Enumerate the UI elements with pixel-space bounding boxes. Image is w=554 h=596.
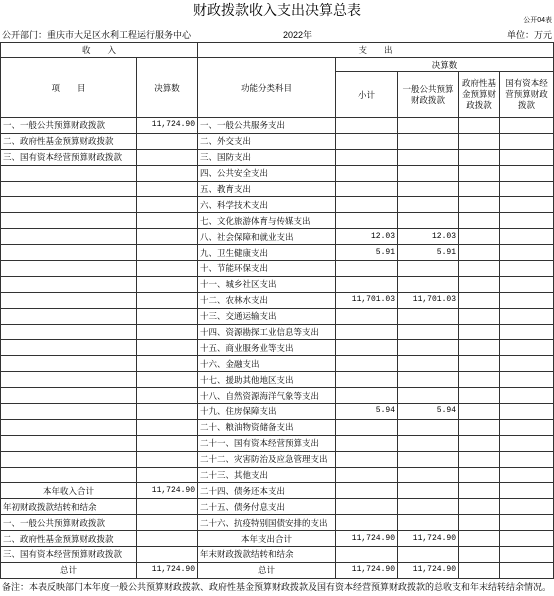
table-header xyxy=(0,42,554,118)
gov-fund-cell xyxy=(459,404,500,420)
income-amount-cell xyxy=(137,356,198,372)
state-capital-cell xyxy=(500,150,554,166)
general-budget-cell xyxy=(398,166,459,182)
subtotal-cell xyxy=(336,182,398,198)
expense-item-cell: 二十四、债务还本支出 xyxy=(198,483,336,499)
footer-note: 备注：本表反映部门本年度一般公共预算财政拨款、政府性基金预算财政拨款及国有资本经营预算财政拨款的总收支和年末结转结余情况。 xyxy=(2,582,552,592)
page-title: 财政拨款收入支出决算总表 xyxy=(193,2,361,18)
expense-item-cell: 六、科学技术支出 xyxy=(198,197,336,213)
expense-item-cell: 十一、城乡社区支出 xyxy=(198,277,336,293)
subtotal-cell: 5.94 xyxy=(336,404,398,420)
expense-item-cell: 十、节能环保支出 xyxy=(198,261,336,277)
general-budget-cell xyxy=(398,388,459,404)
income-item-cell xyxy=(1,356,137,372)
expense-item-cell: 二十三、其他支出 xyxy=(198,468,336,484)
general-budget-cell xyxy=(398,213,459,229)
subtotal-cell xyxy=(336,547,398,563)
gov-fund-cell xyxy=(459,515,500,531)
state-capital-cell xyxy=(500,563,554,579)
income-amount-cell xyxy=(137,436,198,452)
gov-fund-cell xyxy=(459,182,500,198)
state-capital-cell xyxy=(500,213,554,229)
expense-item-cell: 总计 xyxy=(198,563,336,579)
subtotal-cell xyxy=(336,340,398,356)
state-capital-cell xyxy=(500,531,554,547)
state-capital-cell xyxy=(500,483,554,499)
final-amount-header: 决算数 xyxy=(336,58,554,72)
subtotal-cell xyxy=(336,436,398,452)
subtotal-cell xyxy=(336,134,398,150)
general-budget-cell xyxy=(398,261,459,277)
subtotal-cell xyxy=(336,213,398,229)
year-label: 2022年 xyxy=(283,30,313,40)
income-amount-cell xyxy=(137,166,198,182)
unit-label: 单位：万元 xyxy=(506,30,552,40)
gov-fund-cell xyxy=(459,452,500,468)
expense-item-cell: 年末财政拨款结转和结余 xyxy=(198,547,336,563)
subtotal-cell xyxy=(336,309,398,325)
state-capital-cell xyxy=(500,372,554,388)
expense-item-cell: 二、外交支出 xyxy=(198,134,336,150)
income-amount-cell xyxy=(137,420,198,436)
state-capital-cell xyxy=(500,118,554,134)
expense-item-cell: 二十、粮油物资储备支出 xyxy=(198,420,336,436)
info-line xyxy=(0,29,554,41)
general-budget-cell xyxy=(398,499,459,515)
expense-item-cell: 二十六、抗疫特别国债安排的支出 xyxy=(198,515,336,531)
expense-item-cell: 四、公共安全支出 xyxy=(198,166,336,182)
state-capital-cell xyxy=(500,325,554,341)
income-item-cell xyxy=(1,420,137,436)
gov-fund-cell xyxy=(459,420,500,436)
expense-item-cell: 二十五、债务付息支出 xyxy=(198,499,336,515)
general-budget-cell: 11,724.90 xyxy=(398,531,459,547)
gov-fund-cell xyxy=(459,499,500,515)
general-budget-cell xyxy=(398,452,459,468)
income-item-cell xyxy=(1,229,137,245)
subtotal-cell xyxy=(336,150,398,166)
income-amount-cell xyxy=(137,452,198,468)
income-item-cell: 二、政府性基金预算财政拨款 xyxy=(1,531,137,547)
expense-item-cell: 本年支出合计 xyxy=(198,531,336,547)
gov-fund-cell xyxy=(459,547,500,563)
income-amount-cell xyxy=(137,293,198,309)
income-amount-cell xyxy=(137,277,198,293)
income-item-cell xyxy=(1,182,137,198)
expense-item-cell: 十八、自然资源海洋气象等支出 xyxy=(198,388,336,404)
general-budget-cell xyxy=(398,325,459,341)
expense-item-cell: 十四、资源勘探工业信息等支出 xyxy=(198,325,336,341)
expense-item-cell: 二十一、国有资本经营预算支出 xyxy=(198,436,336,452)
expenditure-header: 支 出 xyxy=(198,43,554,58)
subtotal-cell xyxy=(336,277,398,293)
gov-fund-cell xyxy=(459,118,500,134)
gov-fund-cell xyxy=(459,166,500,182)
income-amount-cell: 11,724.90 xyxy=(137,563,198,579)
state-capital-cell xyxy=(500,515,554,531)
expense-item-cell: 十七、援助其他地区支出 xyxy=(198,372,336,388)
state-capital-cell xyxy=(500,356,554,372)
general-budget-cell xyxy=(398,134,459,150)
gov-fund-cell xyxy=(459,245,500,261)
income-item-cell xyxy=(1,436,137,452)
gov-fund-cell xyxy=(459,277,500,293)
state-capital-cell xyxy=(500,468,554,484)
income-item-cell xyxy=(1,325,137,341)
subtotal-cell xyxy=(336,372,398,388)
subtotal-cell xyxy=(336,452,398,468)
state-capital-header: 国有资本经营预算财政拨款 xyxy=(500,72,554,118)
gov-fund-cell xyxy=(459,372,500,388)
income-amount-cell xyxy=(137,309,198,325)
department-label: 公开部门：重庆市大足区水利工程运行服务中心 xyxy=(2,30,192,40)
state-capital-cell xyxy=(500,261,554,277)
gov-fund-cell xyxy=(459,134,500,150)
expense-item-cell: 三、国防支出 xyxy=(198,150,336,166)
income-item-cell: 三、国有资本经营预算财政拨款 xyxy=(1,150,137,166)
income-amount-cell: 11,724.90 xyxy=(137,118,198,134)
state-capital-cell xyxy=(500,277,554,293)
income-item-cell: 一、一般公共预算财政拨款 xyxy=(1,515,137,531)
expense-item-cell: 十二、农林水支出 xyxy=(198,293,336,309)
income-item-cell xyxy=(1,388,137,404)
gov-fund-cell xyxy=(459,309,500,325)
gov-fund-cell xyxy=(459,483,500,499)
general-budget-cell xyxy=(398,197,459,213)
state-capital-cell xyxy=(500,197,554,213)
income-amount-cell xyxy=(137,197,198,213)
general-budget-cell xyxy=(398,309,459,325)
income-amount-cell xyxy=(137,340,198,356)
subtotal-cell xyxy=(336,388,398,404)
general-budget-cell xyxy=(398,150,459,166)
state-capital-cell xyxy=(500,166,554,182)
income-amount-cell xyxy=(137,547,198,563)
gov-fund-cell xyxy=(459,531,500,547)
subtotal-cell xyxy=(336,468,398,484)
expense-item-cell: 十五、商业服务业等支出 xyxy=(198,340,336,356)
income-item-cell xyxy=(1,197,137,213)
subtotal-cell xyxy=(336,118,398,134)
income-amount-cell xyxy=(137,404,198,420)
gov-fund-cell xyxy=(459,325,500,341)
income-item-cell xyxy=(1,340,137,356)
income-item-cell xyxy=(1,166,137,182)
general-budget-cell xyxy=(398,340,459,356)
expense-item-cell: 二十二、灾害防治及应急管理支出 xyxy=(198,452,336,468)
state-capital-cell xyxy=(500,134,554,150)
expense-item-cell: 一、一般公共服务支出 xyxy=(198,118,336,134)
subtotal-cell xyxy=(336,261,398,277)
general-budget-cell xyxy=(398,468,459,484)
function-category-header: 功能分类科目 xyxy=(198,58,336,118)
general-budget-cell xyxy=(398,182,459,198)
form-code: 公开04表 xyxy=(523,17,552,24)
general-budget-cell xyxy=(398,547,459,563)
general-budget-cell: 12.03 xyxy=(398,229,459,245)
state-capital-cell xyxy=(500,388,554,404)
state-capital-cell xyxy=(500,229,554,245)
state-capital-cell xyxy=(500,309,554,325)
gov-fund-cell xyxy=(459,197,500,213)
state-capital-cell xyxy=(500,452,554,468)
subtotal-cell: 11,724.90 xyxy=(336,531,398,547)
income-amount-header: 决算数 xyxy=(137,58,198,118)
expense-item-cell: 五、教育支出 xyxy=(198,182,336,198)
income-amount-cell: 11,724.90 xyxy=(137,483,198,499)
gov-fund-header: 政府性基金预算财政拨款 xyxy=(459,72,500,118)
general-budget-cell xyxy=(398,118,459,134)
state-capital-cell xyxy=(500,547,554,563)
general-budget-cell: 5.94 xyxy=(398,404,459,420)
general-budget-cell xyxy=(398,483,459,499)
income-item-cell xyxy=(1,245,137,261)
subtotal-cell xyxy=(336,499,398,515)
income-amount-cell xyxy=(137,261,198,277)
state-capital-cell xyxy=(500,436,554,452)
income-amount-cell xyxy=(137,213,198,229)
income-item-cell xyxy=(1,372,137,388)
income-item-cell: 年初财政拨款结转和结余 xyxy=(1,499,137,515)
income-item-cell xyxy=(1,452,137,468)
income-amount-cell xyxy=(137,388,198,404)
expense-item-cell: 十六、金融支出 xyxy=(198,356,336,372)
gov-fund-cell xyxy=(459,150,500,166)
general-budget-header: 一般公共预算财政拨款 xyxy=(398,72,459,118)
expense-item-cell: 十三、交通运输支出 xyxy=(198,309,336,325)
income-item-cell xyxy=(1,293,137,309)
subtotal-header: 小计 xyxy=(336,72,398,118)
subtotal-cell xyxy=(336,166,398,182)
income-item-cell xyxy=(1,277,137,293)
income-amount-cell xyxy=(137,372,198,388)
gov-fund-cell xyxy=(459,356,500,372)
subtotal-cell xyxy=(336,197,398,213)
table-body xyxy=(0,118,554,579)
income-amount-cell xyxy=(137,150,198,166)
expense-item-cell: 七、文化旅游体育与传媒支出 xyxy=(198,213,336,229)
subtotal-cell: 12.03 xyxy=(336,229,398,245)
gov-fund-cell xyxy=(459,229,500,245)
gov-fund-cell xyxy=(459,436,500,452)
income-item-cell: 总计 xyxy=(1,563,137,579)
income-amount-cell xyxy=(137,134,198,150)
state-capital-cell xyxy=(500,293,554,309)
income-item-cell xyxy=(1,213,137,229)
income-item-cell: 二、政府性基金预算财政拨款 xyxy=(1,134,137,150)
expense-item-cell: 十九、住房保障支出 xyxy=(198,404,336,420)
state-capital-cell xyxy=(500,182,554,198)
gov-fund-cell xyxy=(459,563,500,579)
state-capital-cell xyxy=(500,420,554,436)
subtotal-cell: 11,701.03 xyxy=(336,293,398,309)
income-item-cell xyxy=(1,404,137,420)
income-amount-cell xyxy=(137,325,198,341)
income-amount-cell xyxy=(137,468,198,484)
gov-fund-cell xyxy=(459,261,500,277)
income-item-cell xyxy=(1,309,137,325)
gov-fund-cell xyxy=(459,213,500,229)
state-capital-cell xyxy=(500,340,554,356)
general-budget-cell xyxy=(398,356,459,372)
gov-fund-cell xyxy=(459,293,500,309)
general-budget-cell xyxy=(398,277,459,293)
income-item-cell: 一、一般公共预算财政拨款 xyxy=(1,118,137,134)
income-amount-cell xyxy=(137,531,198,547)
income-item-cell xyxy=(1,261,137,277)
income-header: 收 入 xyxy=(1,43,198,58)
subtotal-cell xyxy=(336,515,398,531)
expense-item-cell: 八、社会保障和就业支出 xyxy=(198,229,336,245)
general-budget-cell xyxy=(398,420,459,436)
state-capital-cell xyxy=(500,245,554,261)
item-header: 项 目 xyxy=(1,58,137,118)
subtotal-cell: 11,724.90 xyxy=(336,563,398,579)
gov-fund-cell xyxy=(459,468,500,484)
subtotal-cell xyxy=(336,356,398,372)
gov-fund-cell xyxy=(459,388,500,404)
subtotal-cell xyxy=(336,483,398,499)
expense-item-cell: 九、卫生健康支出 xyxy=(198,245,336,261)
general-budget-cell xyxy=(398,372,459,388)
income-amount-cell xyxy=(137,499,198,515)
income-amount-cell xyxy=(137,515,198,531)
income-amount-cell xyxy=(137,245,198,261)
gov-fund-cell xyxy=(459,340,500,356)
general-budget-cell: 11,701.03 xyxy=(398,293,459,309)
state-capital-cell xyxy=(500,404,554,420)
income-item-cell: 本年收入合计 xyxy=(1,483,137,499)
income-item-cell: 三、国有资本经营预算财政拨款 xyxy=(1,547,137,563)
subtotal-cell xyxy=(336,325,398,341)
general-budget-cell: 5.91 xyxy=(398,245,459,261)
state-capital-cell xyxy=(500,499,554,515)
general-budget-cell xyxy=(398,436,459,452)
income-amount-cell xyxy=(137,229,198,245)
general-budget-cell: 11,724.90 xyxy=(398,563,459,579)
subtotal-cell xyxy=(336,420,398,436)
income-item-cell xyxy=(1,468,137,484)
general-budget-cell xyxy=(398,515,459,531)
subtotal-cell: 5.91 xyxy=(336,245,398,261)
income-amount-cell xyxy=(137,182,198,198)
